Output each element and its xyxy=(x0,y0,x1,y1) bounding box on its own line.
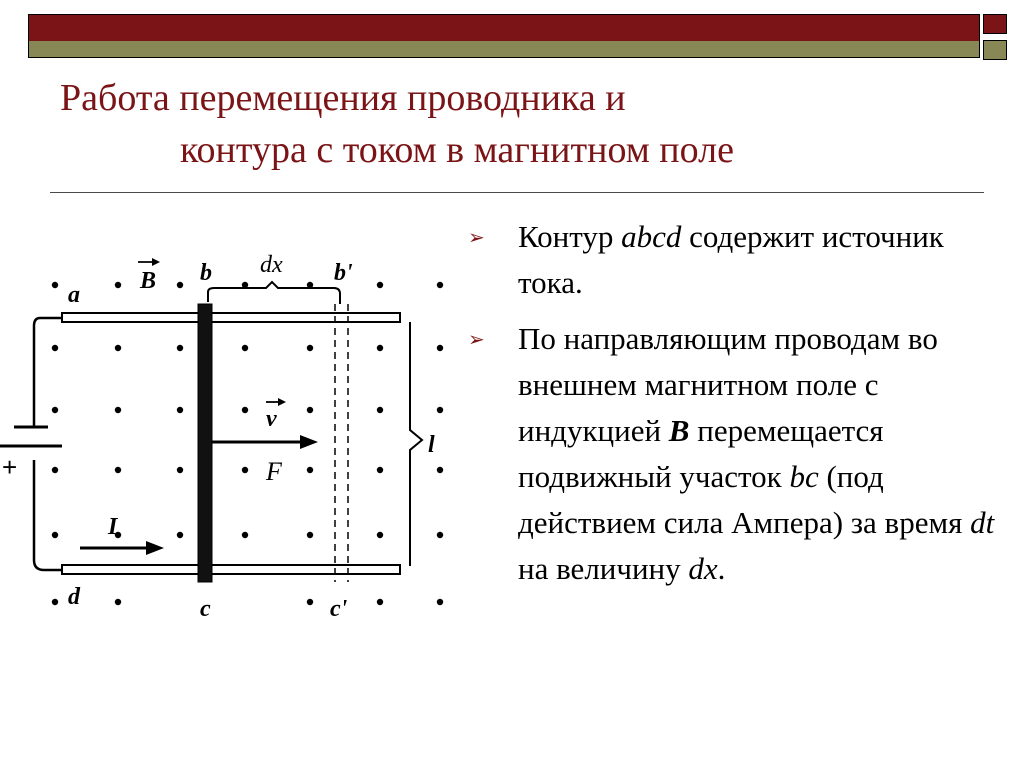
field-dot xyxy=(377,282,383,288)
field-dot xyxy=(177,407,183,413)
label-a: a xyxy=(68,282,80,308)
bullet-1-text-b: содержит источник тока. xyxy=(518,219,944,300)
slide-title xyxy=(60,72,980,176)
field-dot xyxy=(437,532,443,538)
field-dot xyxy=(115,467,121,473)
bullet-2-text-c: (под действием сила Ампера) за время xyxy=(518,459,971,540)
bullet-arrow-icon: ➢ xyxy=(468,225,485,249)
top-rail xyxy=(62,313,400,322)
field-dot xyxy=(437,282,443,288)
bullet-item xyxy=(468,316,998,592)
bullet-1-text-a: Контур xyxy=(518,219,622,254)
title-divider xyxy=(50,192,984,193)
field-dot xyxy=(242,532,248,538)
field-dot xyxy=(307,407,313,413)
label-v: v xyxy=(266,406,277,432)
bullet-list xyxy=(468,214,998,602)
field-dot xyxy=(437,407,443,413)
field-dot xyxy=(242,407,248,413)
label-B: B xyxy=(140,268,157,294)
field-dot xyxy=(437,467,443,473)
label-l: l xyxy=(428,432,435,458)
conductor-bc xyxy=(198,304,212,582)
bullet-1-abcd: abcd xyxy=(621,219,682,254)
field-dot xyxy=(377,467,383,473)
label-dx: dx xyxy=(260,252,283,278)
field-dot xyxy=(52,345,58,351)
label-c: c xyxy=(200,596,211,622)
top-decor-bar xyxy=(28,14,980,58)
bullet-arrow-icon: ➢ xyxy=(468,327,485,351)
field-dot xyxy=(437,345,443,351)
vector-arrow-v-head xyxy=(278,398,286,406)
field-dot xyxy=(437,599,443,605)
field-dot xyxy=(242,345,248,351)
label-I: I xyxy=(108,514,118,540)
bullet-2-text-b: перемещается подвижный участок xyxy=(518,413,884,494)
field-dot xyxy=(307,599,313,605)
field-dot xyxy=(52,467,58,473)
bullet-2-dx: dx xyxy=(688,551,718,586)
field-dot xyxy=(115,407,121,413)
bullet-2-text-e: . xyxy=(717,551,726,586)
bullet-2-bc: bc xyxy=(789,459,819,494)
title-line-2: контура с током в магнитном поле xyxy=(180,129,734,171)
field-dot xyxy=(115,282,121,288)
label-d: d xyxy=(68,584,80,610)
vector-arrow-B-head xyxy=(152,258,160,266)
force-arrow-head xyxy=(300,435,318,449)
label-b-prime: b' xyxy=(334,260,353,286)
battery-plus-label: + xyxy=(2,452,18,482)
label-b: b xyxy=(200,260,212,286)
field-dot xyxy=(115,599,121,605)
field-dot xyxy=(52,599,58,605)
field-dot xyxy=(115,345,121,351)
l-brace xyxy=(410,322,422,566)
field-dot xyxy=(307,467,313,473)
top-decor-stripe xyxy=(29,41,979,57)
field-dot xyxy=(52,282,58,288)
field-dot xyxy=(177,282,183,288)
field-dot xyxy=(242,467,248,473)
field-dot xyxy=(307,532,313,538)
bottom-rail xyxy=(62,565,400,574)
field-dot xyxy=(177,467,183,473)
bullet-2-B: B xyxy=(668,413,690,448)
field-dot xyxy=(377,532,383,538)
left-wire xyxy=(34,318,62,570)
bullet-item xyxy=(468,214,998,306)
field-dot xyxy=(377,407,383,413)
corner-square-bottom xyxy=(983,40,1007,60)
field-dot xyxy=(52,407,58,413)
title-line-1: Работа перемещения проводника и xyxy=(60,77,626,119)
label-F: F xyxy=(266,457,282,486)
field-dot xyxy=(377,345,383,351)
bullet-2-text-a: По направляющим проводам во внешнем магнитном поле с индукцией xyxy=(518,321,938,448)
circuit-diagram xyxy=(0,230,470,630)
field-dot xyxy=(52,532,58,538)
label-c-prime: c' xyxy=(330,596,348,622)
field-dot xyxy=(307,345,313,351)
current-arrow-head xyxy=(146,541,164,555)
corner-square-top xyxy=(983,14,1007,34)
dx-brace xyxy=(208,282,340,304)
bullet-2-dt: dt xyxy=(970,505,995,540)
field-dot xyxy=(377,599,383,605)
field-dot xyxy=(177,345,183,351)
field-dot xyxy=(177,532,183,538)
bullet-2-text-d: на величину xyxy=(518,551,689,586)
